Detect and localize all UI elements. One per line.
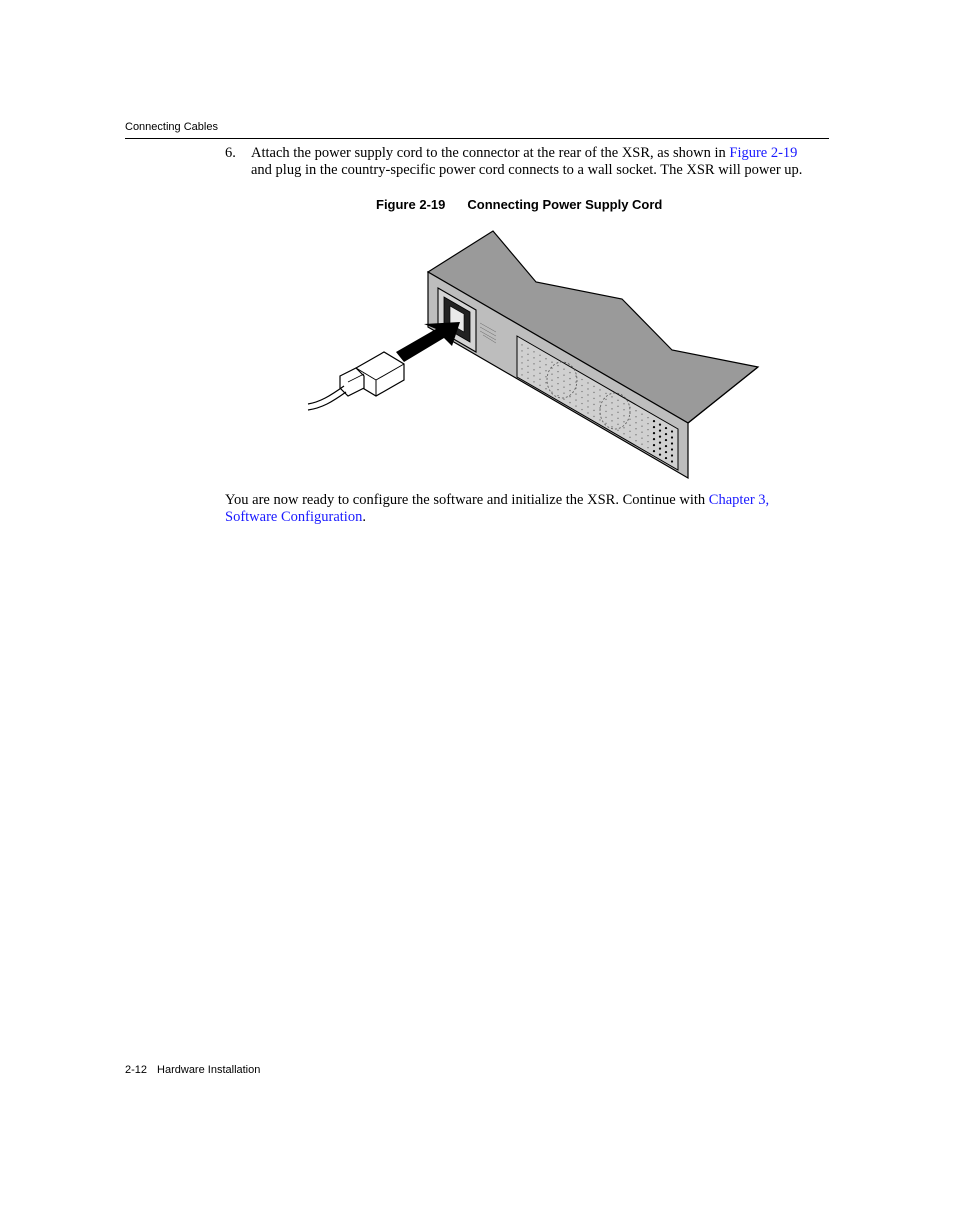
vent-hole [521, 356, 522, 357]
vent-hole [575, 399, 576, 400]
vent-hole [635, 416, 636, 417]
vent-hole [671, 448, 673, 450]
vent-hole [665, 445, 667, 447]
vent-hole [629, 419, 630, 420]
page-number: 2-12 [125, 1064, 148, 1076]
vent-hole [635, 410, 636, 411]
vent-hole [653, 450, 655, 452]
vent-hole [665, 439, 667, 441]
vent-hole [617, 430, 618, 431]
router-power-cord-icon [300, 228, 770, 480]
vent-hole [647, 429, 648, 430]
vent-hole [557, 383, 558, 384]
vent-hole [575, 405, 576, 406]
vent-hole [641, 414, 642, 415]
vent-hole [647, 435, 648, 436]
vent-hole [545, 358, 546, 359]
vent-hole [611, 402, 612, 403]
vent-hole [647, 423, 648, 424]
vent-hole [575, 375, 576, 376]
vent-hole [617, 424, 618, 425]
vent-hole [545, 370, 546, 371]
vent-hole [527, 360, 528, 361]
vent-hole [563, 386, 564, 387]
vent-hole [581, 397, 582, 398]
vent-hole [599, 401, 600, 402]
vent-hole [563, 368, 564, 369]
vent-hole [671, 454, 673, 456]
para-line-1 [225, 492, 830, 509]
vent-hole [521, 362, 522, 363]
vent-hole [599, 389, 600, 390]
vent-hole [593, 398, 594, 399]
page-footer [125, 1064, 260, 1076]
vent-hole [593, 416, 594, 417]
step-number: 6. [225, 145, 236, 161]
vent-hole [587, 412, 588, 413]
para-text: You are now ready to configure the software and initialize the XSR. Continue with [225, 492, 709, 508]
vent-hole [557, 377, 558, 378]
step-line-2: and plug in the country-specific power cord connects to a wall socket. The XSR will power up. [251, 162, 803, 178]
vent-hole [527, 366, 528, 367]
chapter-3-link[interactable]: Chapter 3, [708, 492, 770, 508]
header-rule [125, 138, 829, 139]
vent-hole [653, 432, 655, 434]
vent-hole [575, 393, 576, 394]
vent-hole [563, 398, 564, 399]
vent-hole [617, 406, 618, 407]
vent-hole [551, 374, 552, 375]
vent-hole [659, 442, 661, 444]
vent-hole [671, 460, 673, 462]
vent-hole [599, 395, 600, 396]
vent-hole [605, 411, 606, 412]
para-line-2 [225, 509, 830, 526]
vent-hole [629, 437, 630, 438]
vent-hole [593, 404, 594, 405]
vent-hole [581, 403, 582, 404]
vent-hole [545, 364, 546, 365]
vent-hole [653, 444, 655, 446]
vent-hole [521, 368, 522, 369]
vent-hole [557, 389, 558, 390]
vent-hole [527, 354, 528, 355]
vent-hole [539, 361, 540, 362]
vent-hole [629, 431, 630, 432]
figure-2-19-link[interactable]: Figure 2-19 [729, 145, 798, 161]
vent-hole [623, 433, 624, 434]
vent-hole [581, 379, 582, 380]
vent-hole [569, 378, 570, 379]
vent-hole [617, 412, 618, 413]
vent-hole [635, 440, 636, 441]
vent-hole [659, 424, 661, 426]
vent-hole [521, 350, 522, 351]
vent-hole [527, 348, 528, 349]
vent-hole [641, 438, 642, 439]
vent-hole [533, 375, 534, 376]
vent-hole [551, 386, 552, 387]
vent-hole [545, 388, 546, 389]
vent-hole [569, 390, 570, 391]
vent-hole [533, 357, 534, 358]
vent-hole [587, 382, 588, 383]
vent-hole [659, 430, 661, 432]
vent-hole [629, 407, 630, 408]
vent-hole [581, 385, 582, 386]
vent-hole [653, 420, 655, 422]
vent-hole [653, 426, 655, 428]
vent-hole [563, 380, 564, 381]
vent-hole [641, 432, 642, 433]
vent-hole [545, 376, 546, 377]
vent-hole [581, 409, 582, 410]
insert-arrow [396, 322, 460, 362]
vent-hole [635, 428, 636, 429]
vent-hole [593, 410, 594, 411]
vent-hole [635, 434, 636, 435]
vent-hole [539, 379, 540, 380]
vent-hole [569, 402, 570, 403]
vent-hole [659, 436, 661, 438]
vent-hole [599, 419, 600, 420]
para-period: . [362, 509, 366, 525]
running-header: Connecting Cables [125, 121, 218, 133]
vent-hole [647, 417, 648, 418]
vent-hole [569, 384, 570, 385]
figure-title: Connecting Power Supply Cord [467, 197, 663, 212]
vent-hole [623, 409, 624, 410]
vent-hole [623, 415, 624, 416]
vent-hole [599, 407, 600, 408]
vent-hole [617, 400, 618, 401]
vent-hole [569, 396, 570, 397]
vent-hole [527, 372, 528, 373]
vent-hole [545, 382, 546, 383]
vent-hole [575, 381, 576, 382]
vent-hole [665, 451, 667, 453]
vent-hole [641, 420, 642, 421]
vent-hole [611, 426, 612, 427]
power-cord [308, 386, 344, 404]
vent-hole [665, 433, 667, 435]
footer-chapter-title: Hardware Installation [157, 1064, 261, 1076]
vent-hole [557, 371, 558, 372]
vent-hole [551, 380, 552, 381]
vent-hole [671, 442, 673, 444]
software-configuration-link[interactable]: Software Configuration [225, 509, 363, 525]
vent-hole [521, 374, 522, 375]
figure-number: Figure 2-19 [376, 197, 446, 212]
vent-hole [605, 417, 606, 418]
vent-hole [533, 369, 534, 370]
vent-hole [587, 388, 588, 389]
vent-hole [623, 403, 624, 404]
step-line-1 [251, 145, 835, 162]
vent-hole [593, 392, 594, 393]
vent-hole [647, 441, 648, 442]
vent-hole [605, 393, 606, 394]
vent-hole [539, 385, 540, 386]
vent-hole [617, 418, 618, 419]
vent-hole [635, 422, 636, 423]
vent-hole [569, 372, 570, 373]
vent-hole [659, 448, 661, 450]
vent-hole [551, 362, 552, 363]
vent-hole [665, 457, 667, 459]
vent-hole [671, 430, 673, 432]
vent-hole [611, 396, 612, 397]
vent-hole [671, 436, 673, 438]
vent-hole [641, 426, 642, 427]
vent-hole [587, 400, 588, 401]
vent-hole [623, 427, 624, 428]
vent-hole [539, 355, 540, 356]
vent-hole [665, 427, 667, 429]
vent-hole [587, 394, 588, 395]
vent-hole [647, 447, 648, 448]
vent-hole [527, 378, 528, 379]
vent-hole [605, 423, 606, 424]
vent-hole [557, 365, 558, 366]
vent-hole [641, 444, 642, 445]
vent-hole [533, 381, 534, 382]
vent-hole [557, 395, 558, 396]
vent-hole [629, 425, 630, 426]
vent-hole [539, 367, 540, 368]
continue-paragraph [225, 492, 830, 526]
vent-hole [563, 374, 564, 375]
vent-hole [611, 414, 612, 415]
vent-hole [611, 408, 612, 409]
figure-caption [376, 197, 662, 212]
vent-hole [605, 399, 606, 400]
vent-hole [623, 421, 624, 422]
vent-hole [581, 391, 582, 392]
vent-hole [653, 438, 655, 440]
step-text [251, 145, 835, 179]
vent-hole [593, 386, 594, 387]
vent-hole [533, 351, 534, 352]
step-line-1-text: Attach the power supply cord to the connector at the rear of the XSR, as shown in [251, 145, 730, 161]
power-cord-figure [300, 228, 770, 480]
vent-hole [521, 344, 522, 345]
vent-hole [611, 420, 612, 421]
vent-hole [605, 405, 606, 406]
vent-hole [533, 363, 534, 364]
vent-hole [659, 454, 661, 456]
vent-hole [563, 392, 564, 393]
power-plug [340, 352, 404, 396]
vent-hole [587, 406, 588, 407]
vent-hole [539, 373, 540, 374]
